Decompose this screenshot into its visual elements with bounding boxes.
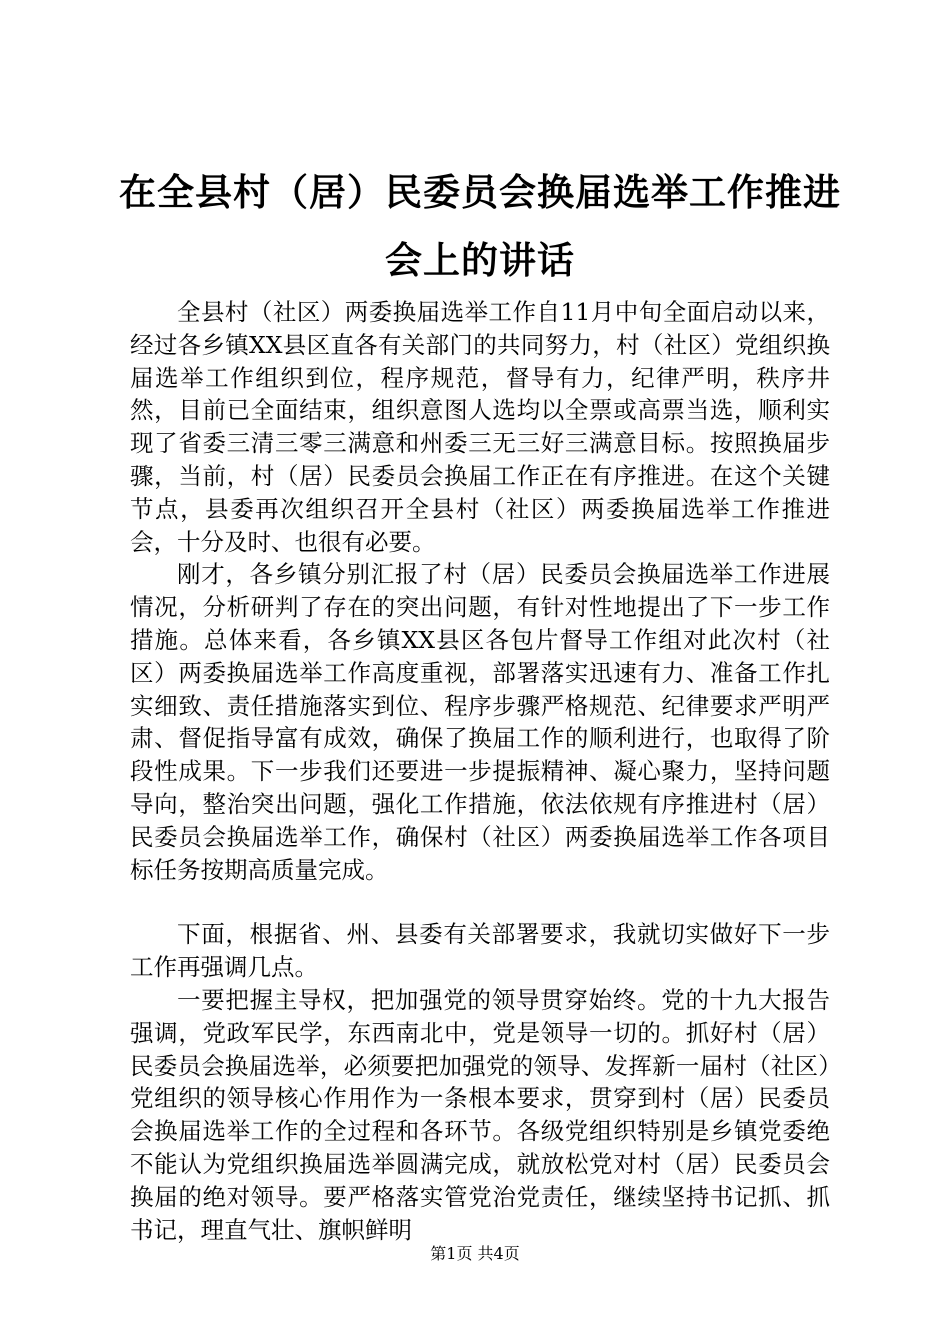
paragraph: 下面，根据省、州、县委有关部署要求，我就切实做好下一步工作再强调几点。 (130, 920, 830, 982)
paragraph: 一要把握主导权，把加强党的领导贯穿始终。党的十九大报告强调，党政军民学，东西南北中，党是领导一切的。抓好村（居）民委员会换届选举，必须要把加强党的领导、发挥新一届村（社区）党组织的领导核心作用作为一条根本要求，贯穿到村（居）民委员会换届选举工作的全过程和各环节。各级党组织特别是乡镇党委绝不能认为党组织换届选举圆满完成，就放松党对村（居）民委员会换届的绝对领导。要严格落实管党治党责任，继续坚持书记抓、抓书记，理直气壮、旗帜鲜明 (130, 985, 830, 1244)
paragraph: 刚才，各乡镇分别汇报了村（居）民委员会换届选举工作进展情况，分析研判了存在的突出问题，有针对性地提出了下一步工作措施。总体来看，各乡镇XX县区各包片督导工作组对此次村（社区）两委换届选举工作高度重视，部署落实迅速有力、准备工作扎实细致、责任措施落实到位、程序步骤严格规范、纪律要求严明严肃、督促指导富有成效，确保了换届工作的顺利进行，也取得了阶段性成果。下一步我们还要进一步提振精神、凝心聚力，坚持问题导向，整治突出问题，强化工作措施，依法依规有序推进村（居）民委员会换届选举工作，确保村（社区）两委换届选举工作各项目标任务按期高质量完成。 (130, 560, 830, 884)
page-number-footer: 第1页 共4页 (430, 1244, 520, 1263)
document-title: 在全县村（居）民委员会换届选举工作推进会上的讲话 (119, 170, 841, 282)
document-body (130, 296, 830, 1246)
paragraph: 全县村（社区）两委换届选举工作自11月中旬全面启动以来，经过各乡镇XX县区直各有关部门的共同努力，村（社区）党组织换届选举工作组织到位，程序规范，督导有力，纪律严明，秩序井然，目前已全面结束，组织意图人选均以全票或高票当选，顺利实现了省委三清三零三满意和州委三无三好三满意目标。按照换届步骤，当前，村（居）民委员会换届工作正在有序推进。在这个关键节点，县委再次组织召开全县村（社区）两委换届选举工作推进会，十分及时、也很有必要。 (130, 298, 830, 556)
